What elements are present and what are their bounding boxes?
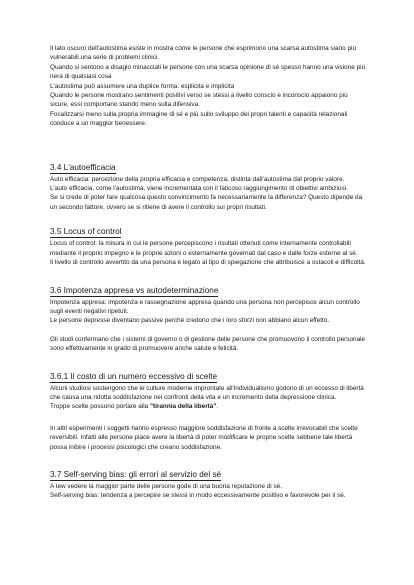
section-3-6-1 <box>50 366 366 452</box>
paragraph: Focalizzarsi meno sulla propria immagine di sé e più sullo sviluppo dei propri talenti e capacità relazionali conduce a un maggior benessere. <box>50 110 348 128</box>
section-heading: 3.4 L'autoefficacia <box>50 162 116 172</box>
section-3-5 <box>50 221 366 267</box>
paragraph: Self-serving bias: tendenza a percepire se stessi in modo eccessivamente positivo e favorevole per il sé. <box>50 492 346 500</box>
paragraph: In altri esperimenti i soggetti hanno espresso maggiore soddisfazione di fronte a scelte irrevocabili che scelte reversibili. Infatti alle persone piace avere la libertà di poter modificare le proprie scelte sebbene tale libertà possa inibire i processi psicologici che creano soddisfazione. <box>50 424 358 451</box>
section-heading: 3.7 Self-serving bias: gli errori al servizio del sé <box>50 469 222 479</box>
paragraph: Impotenza appresa: impotenza e rassegnazione appresa quando una persona non percepisce alcun controllo sugli eventi negativi ripetuti. <box>50 298 360 315</box>
section-heading: 3.6 Impotenza appresa vs autodeterminazione <box>50 285 219 295</box>
paragraph: Auto efficacia: percezione della propria efficacia e competenza, distinta dall'autostima dal proprio valore. <box>50 175 345 183</box>
section-3-6 <box>50 280 366 354</box>
paragraph: Alcuni studiosi sostengono che le culture moderne improntate all'individualismo godono di un eccesso di libertà che causa una ridotta soddisfazione nei confronti della vita e un incremento della depressione clinica. <box>50 384 364 401</box>
text: Troppe scelte possono portare alla <box>50 403 150 411</box>
paragraph: A tew vedere la maggior parte delle persone gode di una buona reputazione di sé. <box>50 482 282 490</box>
section-heading: 3.6.1 Il costo di un numero eccessivo di scelte <box>50 371 218 381</box>
paragraph: Gli studi confermano che i sistemi di governo o di gestione delle persone che promuovono il controllo personale sono effettivamente in grado di promuovere anche salute e felicità. <box>50 335 366 353</box>
paragraph: Se si crede di poter fare qualcosa questo convincimento fa necessariamente la differenza? Questo dipende da un secondo fattore, ovvero se si ritiene di avere il controllo sui propri risultati. <box>50 194 363 211</box>
intro-section <box>50 44 366 129</box>
paragraph: L'auto efficacia, come l'autostima, viene incrementata con il faticoso raggiungimento di obiettivi ambiziosi. <box>50 185 348 193</box>
paragraph: Locus of control: la misura in cui le persone percepiscono i risultati ottenuti come internamente controllabili mediante il proprio impegno e le proprie azioni o esternamente governati dal caso e dalle forze esterne al sé. <box>50 240 358 257</box>
paragraph: Il lato oscuro dell'autostima esiste in mostra come le persone che esprimono una scarsa autostima siano più vulnerabili una serie di problemi clinici. <box>50 45 356 62</box>
paragraph-tyranny <box>50 402 366 411</box>
section-3-7 <box>50 464 366 501</box>
paragraph: Il livello di controllo avvertito da una persona è legato al tipo di spiegazione che attribuisce a ostacoli e difficoltà. <box>50 259 366 267</box>
paragraph: Le persone depresse diventano passive perché credono che i loro sforzi non abbiano alcun effetto. <box>50 317 330 325</box>
paragraph: Quando le persone mostrano sentimenti positivi verso se stessi a livello conscio e inconscio appaiono più sicure, essi comportano stando meno sulla difensiva. <box>50 92 348 109</box>
paragraph: L'autostima può assumere una duplice forma: esplicita e implicita <box>50 82 235 90</box>
section-heading: 3.5 Locus of control <box>50 227 122 237</box>
bold-term: "tirannia della libertà" <box>149 403 217 411</box>
section-3-4 <box>50 157 366 213</box>
text: . <box>216 403 219 411</box>
paragraph: Quando si sentono a disagio minacciati le persone con una scarsa opinione di sé spesso hanno una visione più nera di qualsiasi cosa <box>50 63 366 81</box>
